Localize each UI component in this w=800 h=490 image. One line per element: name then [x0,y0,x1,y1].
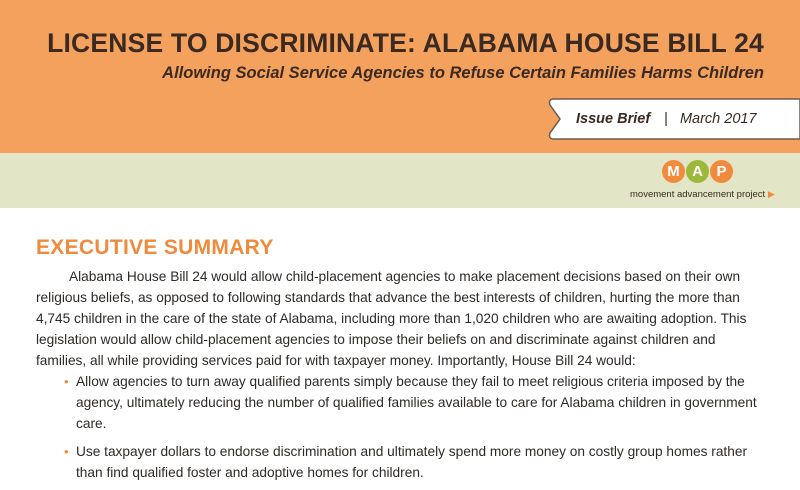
logo-tagline: movement advancement project [630,189,766,200]
document-subtitle: Allowing Social Service Agencies to Refuse Certain Families Harms Children [162,64,764,82]
section-heading: EXECUTIVE SUMMARY [36,236,274,259]
issue-brief-tab [546,97,800,141]
logo-letter-a: A [686,160,709,183]
list-item [36,371,766,434]
logo-tagline-row [630,189,780,200]
bullet-text: Allow agencies to turn away qualified parents simply because they fail to meet religious criteria imposed by the agency, ultimately reducing the number of qualified families available to care for Alabama children in government care. [76,374,757,431]
logo-letter-m: M [662,160,685,183]
document-title: LICENSE TO DISCRIMINATE: ALABAMA HOUSE BILL 24 [47,28,764,58]
bullet-icon: • [64,444,69,459]
issue-date: March 2017 [679,111,757,127]
tab-text [576,97,757,141]
bullet-text: Use taxpayer dollars to endorse discrimination and ultimately spend more money on costly group homes rather than find qualified foster and adoptive homes for children. [76,444,748,480]
bullet-icon: • [64,374,69,389]
bullet-list [36,371,766,490]
issue-brief-label: Issue Brief [576,111,651,127]
tab-separator: | [664,111,668,127]
logo-letter-p: P [710,160,733,183]
list-item [36,441,766,483]
logo-letters [662,160,734,183]
arrow-right-icon: ▶ [767,189,775,199]
header-banner [0,0,800,153]
map-logo [630,160,780,204]
summary-paragraph: Alabama House Bill 24 would allow child-placement agencies to make placement decisions based on their own religious beliefs, as opposed to following standards that advance the best interests of children, hurting the more than 4,745 children in the care of the state of Alabama, including more than 1,020 children who are awaiting adoption. This legislation would allow child-placement agencies to impose their beliefs on and discriminate against children and families, all while providing services paid for with taxpayer money. Importantly, House Bill 24 would: [36,269,747,368]
